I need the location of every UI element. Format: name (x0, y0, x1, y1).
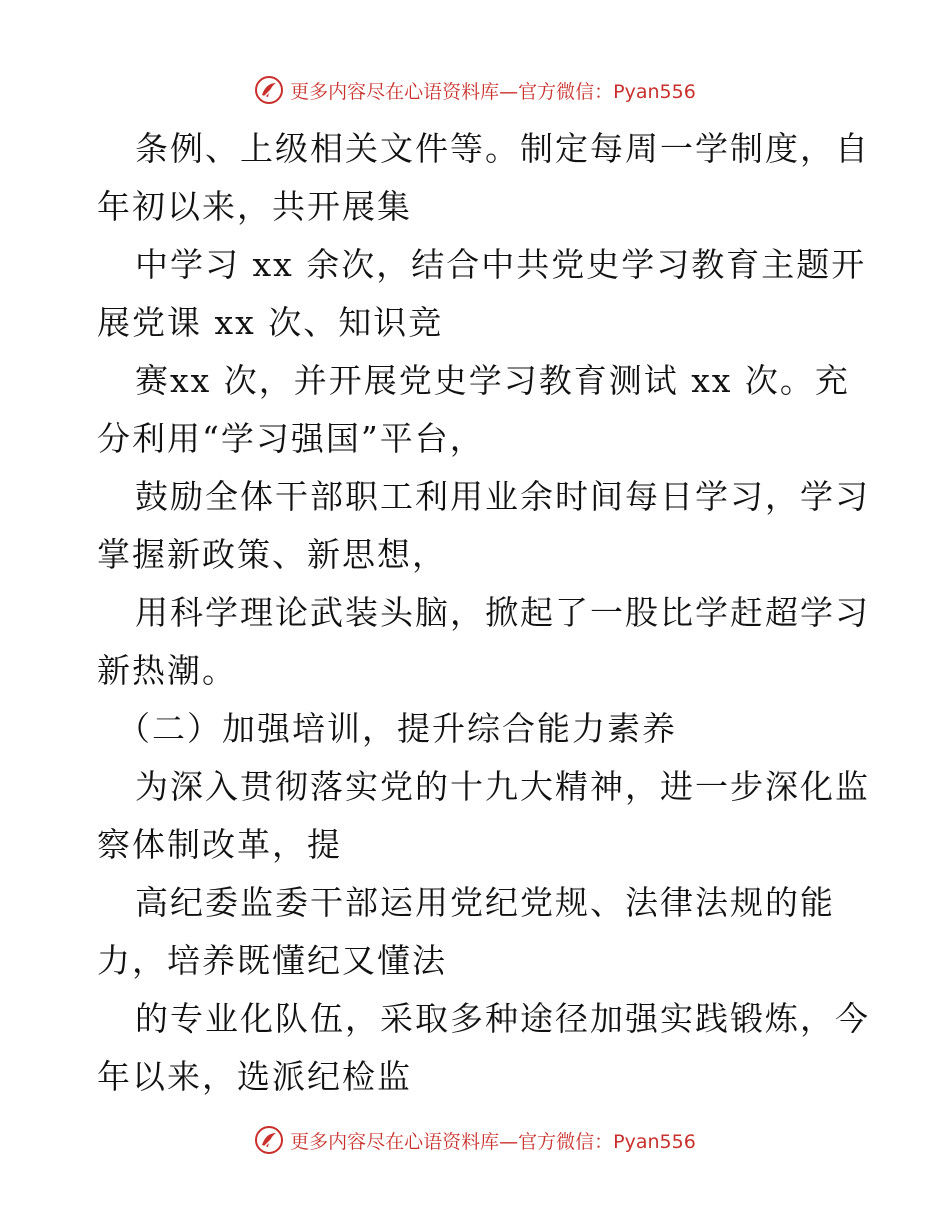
text-line: 新热潮。 (97, 651, 237, 690)
text-line: 察体制改革，提 (97, 825, 342, 864)
section-heading: （二）加强培训，提升综合能力素养 (117, 709, 677, 748)
text-line: 高纪委监委干部运用党纪党规、法律法规的能 (135, 883, 835, 922)
text-line: 中学习 xx 余次，结合中共党史学习教育主题开 (135, 245, 867, 284)
text-line: 为深入贯彻落实党的十九大精神，进一步深化监 (135, 767, 870, 806)
banner-text: 更多内容尽在心语资料库—官方微信：Pyan556 (290, 80, 696, 103)
logo-icon (254, 75, 284, 105)
document-body (97, 120, 870, 1106)
text-line: 展党课 xx 次、知识竞 (97, 303, 444, 342)
header-banner (0, 70, 950, 110)
text-line: 条例、上级相关文件等。制定每周一学制度，自 (135, 129, 870, 168)
text-line: 用科学理论武装头脑，掀起了一股比学赶超学习 (135, 593, 870, 632)
text-line: 年以来，选派纪检监 (97, 1057, 412, 1096)
text-line: 赛xx 次，并开展党史学习教育测试 xx 次。充 (135, 361, 850, 400)
logo-icon (254, 1125, 284, 1155)
text-line: 年初以来，共开展集 (97, 187, 412, 226)
banner-text: 更多内容尽在心语资料库—官方微信：Pyan556 (290, 1130, 696, 1153)
text-line: 鼓励全体干部职工利用业余时间每日学习，学习 (135, 477, 870, 516)
text-line: 的专业化队伍，采取多种途径加强实践锻炼，今 (135, 999, 870, 1038)
text-line: 力，培养既懂纪又懂法 (97, 941, 447, 980)
text-line: 掌握新政策、新思想， (97, 535, 447, 574)
footer-banner (0, 1120, 950, 1160)
text-line: 分利用“学习强国”平台， (97, 419, 485, 458)
